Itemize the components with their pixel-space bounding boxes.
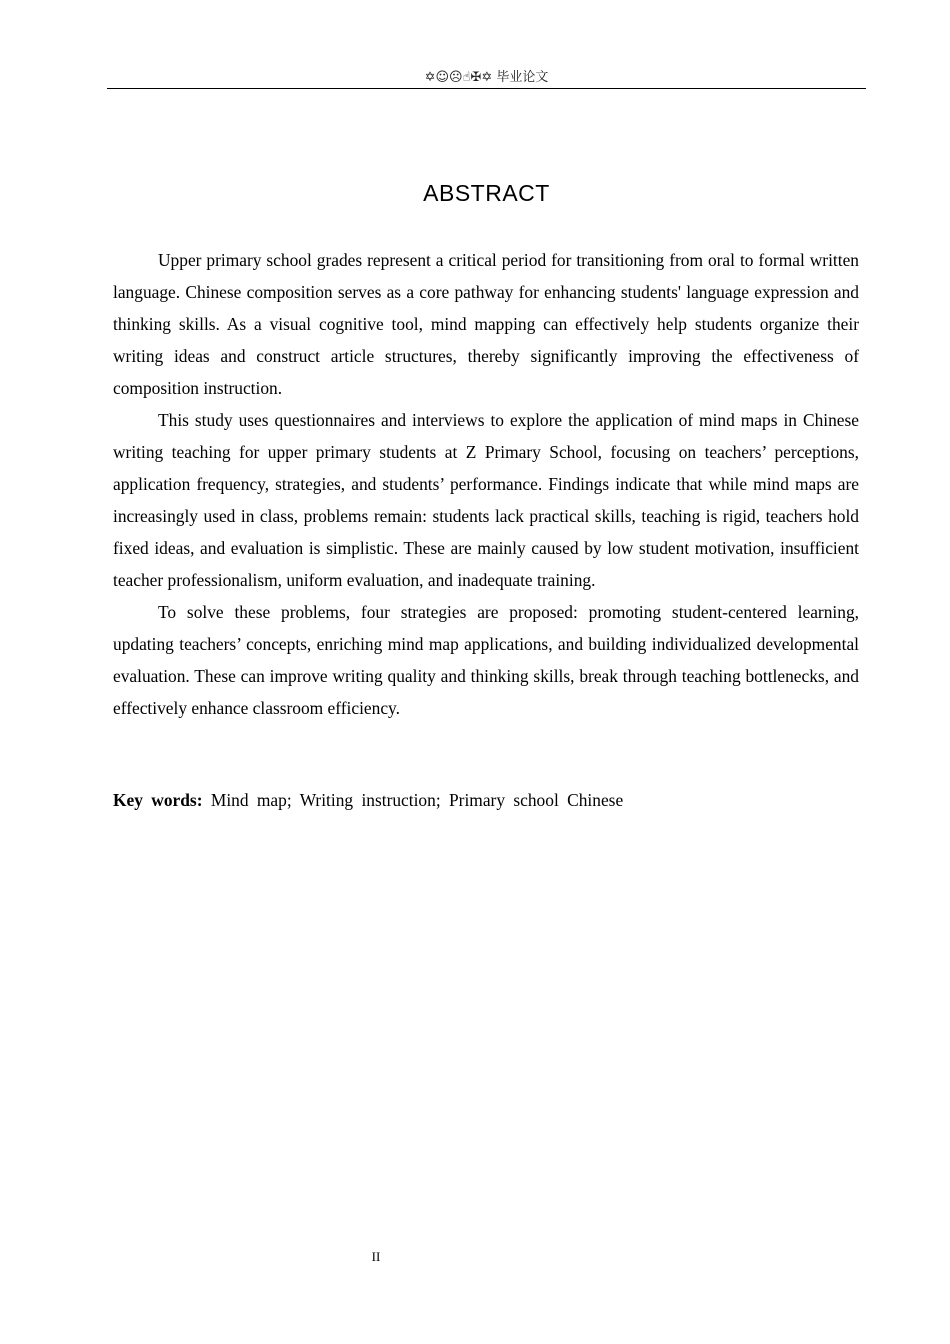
- keywords-line: [113, 784, 859, 816]
- abstract-paragraph-3: To solve these problems, four strategies are proposed: promoting student-centered learning, updating teachers’ concepts, enriching mind map applications, and building individualized developmental evaluation. These can improve writing quality and thinking skills, break through teaching bottlenecks, and effectively enhance classroom efficiency.: [113, 602, 859, 718]
- page-number: II: [371, 1249, 381, 1264]
- header-rule: [107, 88, 866, 89]
- abstract-paragraph-1: Upper primary school grades represent a critical period for transitioning from oral to formal written language. Chinese composition serves as a core pathway for enhancing students' language expression and thinking skills. As a visual cognitive tool, mind mapping can effectively help students organize their writing ideas and construct article structures, thereby significantly improving the effectiveness of composition instruction.: [113, 250, 859, 398]
- abstract-title: ABSTRACT: [423, 180, 550, 206]
- abstract-paragraph-2: This study uses questionnaires and interviews to explore the application of mind maps in Chinese writing teaching for upper primary students at Z Primary School, focusing on teachers’ perceptions, application frequency, strategies, and students’ performance. Findings indicate that while mind maps are increasingly used in class, problems remain: students lack practical skills, teaching is rigid, teachers hold fixed ideas, and evaluation is simplistic. These are mainly caused by low student motivation, insufficient teacher professionalism, uniform evaluation, and inadequate training.: [113, 410, 859, 590]
- keywords-value: Mind map; Writing instruction; Primary school Chinese: [210, 790, 624, 810]
- running-header: ✡☺☹☝✠✡ 毕业论文: [424, 70, 549, 85]
- keywords-label: Key words:: [113, 790, 203, 810]
- abstract-body: [113, 244, 859, 724]
